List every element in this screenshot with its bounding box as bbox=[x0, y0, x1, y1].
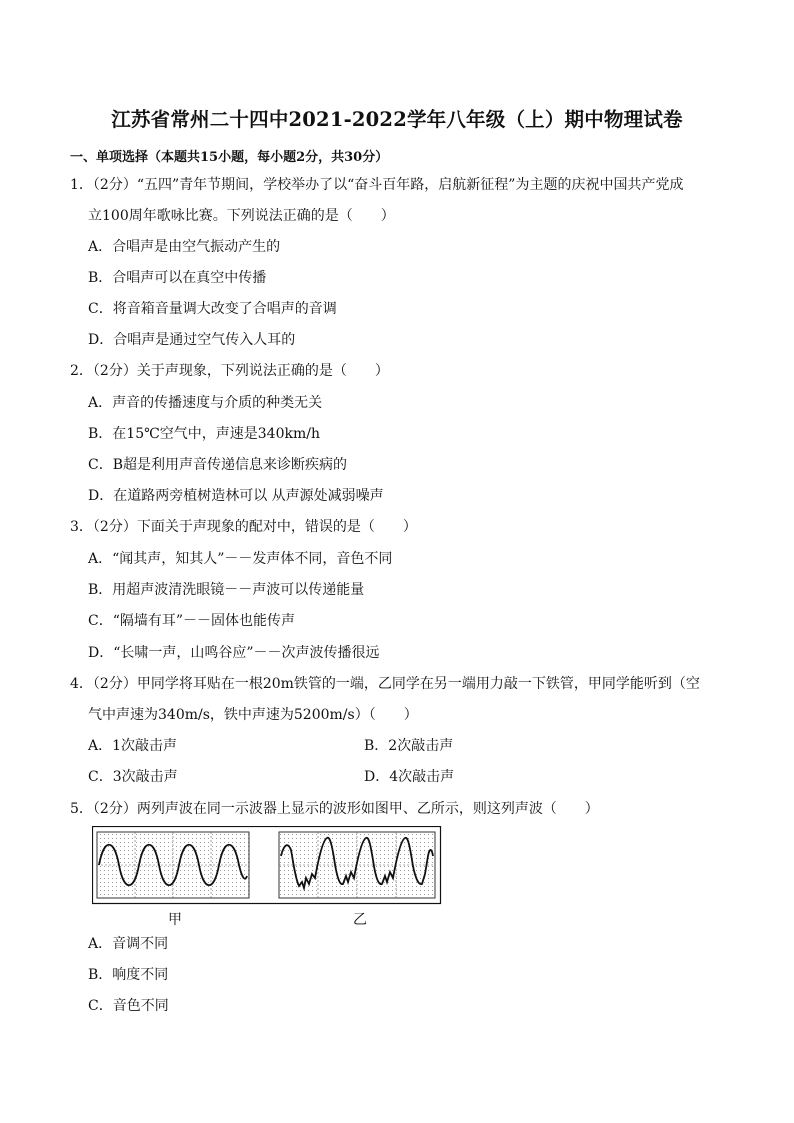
question-4-option-c: C．3次敲击声 bbox=[88, 769, 178, 785]
question-4-option-a: A．1次敲击声 bbox=[88, 738, 178, 754]
question-2-line-1: 2．（2分）关于声现象，下列说法正确的是（ ） bbox=[70, 363, 389, 379]
page-title: 江苏省常州二十四中2021-2022学年八年级（上）期中物理试卷 bbox=[111, 108, 683, 131]
question-5-option-c: C．音色不同 bbox=[88, 998, 169, 1014]
question-3-line-1: 3．（2分）下面关于声现象的配对中，错误的是（ ） bbox=[70, 519, 417, 535]
question-4-option-b: B．2次敲击声 bbox=[364, 738, 454, 754]
question-5-option-b: B．响度不同 bbox=[88, 967, 169, 983]
question-2-option-d: D．在道路两旁植树造林可以 从声源处减弱噪声 bbox=[88, 488, 384, 504]
question-4-line-1: 4．（2分）甲同学将耳贴在一根20m铁管的一端，乙同学在另一端用力敲一下铁管，甲同学能听到（空 bbox=[70, 676, 700, 692]
waveform-figure bbox=[92, 826, 442, 906]
question-1-option-c: C．将音箱音量调大改变了合唱声的音调 bbox=[88, 301, 337, 317]
figure-label-jia: 甲 bbox=[168, 912, 182, 928]
question-2-option-c: C．B超是利用声音传递信息来诊断疾病的 bbox=[88, 457, 347, 473]
question-1-option-b: B．合唱声可以在真空中传播 bbox=[88, 270, 267, 286]
oscilloscope-figure bbox=[92, 826, 442, 906]
question-1-line-1: 1．（2分）“五四”青年节期间，学校举办了以“奋斗百年路，启航新征程”为主题的庆祝中国共产党成 bbox=[70, 177, 684, 193]
question-3-option-b: B．用超声波清洗眼镜－－声波可以传递能量 bbox=[88, 582, 365, 598]
question-3-option-d: D．“长啸一声，山鸣谷应”－－次声波传播很远 bbox=[88, 645, 380, 661]
question-3-option-a: A．“闻其声，知其人”－－发声体不同，音色不同 bbox=[88, 551, 393, 567]
question-2-option-a: A．声音的传播速度与介质的种类无关 bbox=[88, 395, 323, 411]
question-4-line-2: 气中声速为340m/s，铁中声速为5200m/s）（ ） bbox=[88, 707, 418, 723]
figure-label-yi: 乙 bbox=[353, 912, 367, 928]
question-1-line-2: 立100周年歌咏比赛。下列说法正确的是（ ） bbox=[88, 208, 395, 224]
question-4-option-d: D．4次敲击声 bbox=[364, 769, 455, 785]
question-1-option-a: A．合唱声是由空气振动产生的 bbox=[88, 239, 281, 255]
question-5-option-a: A．音调不同 bbox=[88, 936, 169, 952]
question-2-option-b: B．在15℃空气中，声速是340km/h bbox=[88, 426, 320, 442]
question-3-option-c: C．“隔墙有耳”－－固体也能传声 bbox=[88, 613, 296, 629]
section-heading: 一、单项选择（本题共15小题，每小题2分，共30分） bbox=[70, 150, 389, 165]
question-5-line-1: 5．（2分）两列声波在同一示波器上显示的波形如图甲、乙所示，则这列声波（ ） bbox=[70, 801, 599, 817]
question-1-option-d: D．合唱声是通过空气传入人耳的 bbox=[88, 332, 296, 348]
